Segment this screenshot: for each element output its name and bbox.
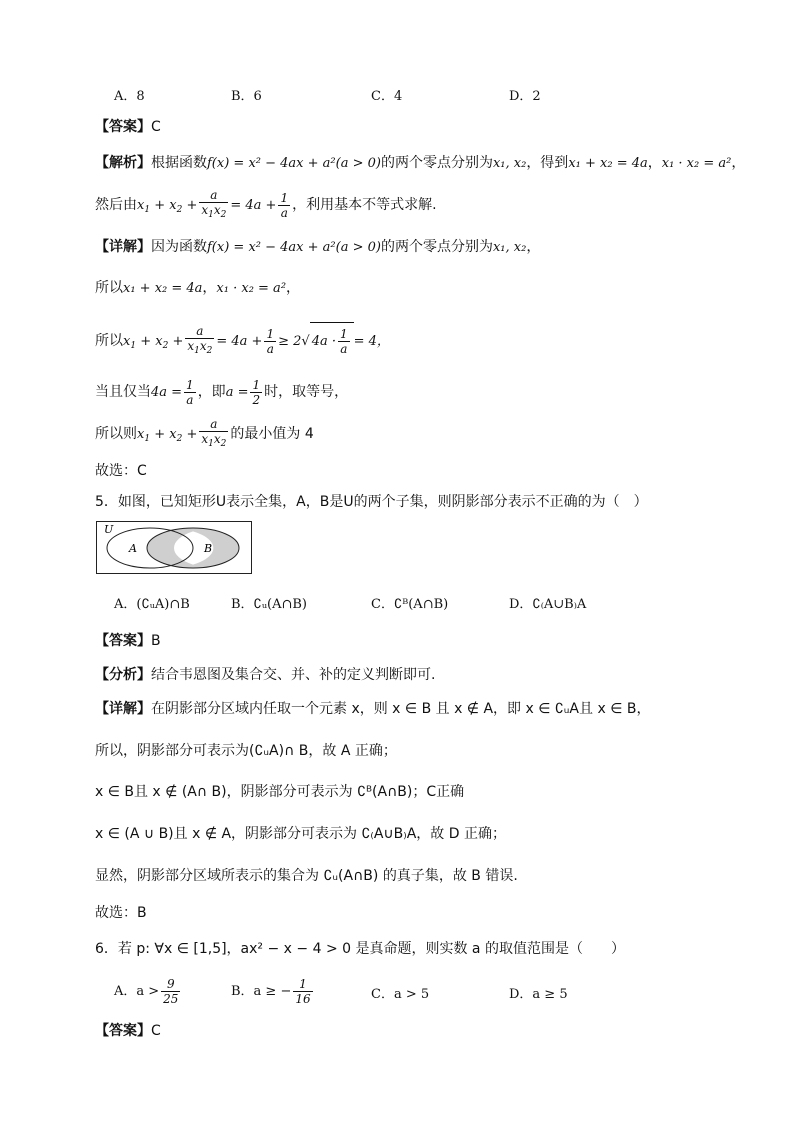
q6-option-c: C．a > 5 xyxy=(371,987,430,1002)
detail-text: ，即 xyxy=(197,384,226,400)
answer-tag: 【答案】 xyxy=(95,119,151,135)
q5-option-b: B．∁ᵤ(A∩B) xyxy=(231,597,307,612)
q6-answer xyxy=(95,1021,161,1041)
answer-tag: 【答案】 xyxy=(95,633,151,649)
roots-expr: x₁, x₂ xyxy=(492,156,527,171)
fraction: $\frac{1}{a}$ xyxy=(266,326,275,356)
detail-text: 所以 xyxy=(95,280,123,296)
q5-detail-line5: 显然，阴影部分区域所表示的集合为 ∁ᵤ(A∩B) 的真子集，故 B 错误. xyxy=(95,868,518,884)
q5-option-d: D．∁₍A∪B₎A xyxy=(509,597,587,612)
analysis-text: 然后由 xyxy=(95,197,137,213)
sum-expr: x₁ + x₂ = 4a xyxy=(568,156,648,171)
a-label: A xyxy=(129,542,137,555)
function-expr: f(x) = x² − 4ax + a²(a > 0) xyxy=(207,156,381,171)
expr: = 4a + xyxy=(230,198,277,213)
function-expr: f(x) = x² − 4ax + a²(a > 0) xyxy=(207,240,381,255)
q4-analysis-line2: 然后由$x_1 + x_2$ + $\frac{a}{x_1x_2}$ = 4a + $\frac{1}{a}$ ，利用基本不等式求解. xyxy=(95,188,437,220)
q4-detail-line2 xyxy=(95,278,300,299)
analysis-text: 结合韦恩图及集合交、并、补的定义判断即可. xyxy=(151,667,436,683)
expr: = 4a + xyxy=(216,334,263,349)
analysis-text: 根据函数 xyxy=(151,155,207,171)
q5-stem: 5．如图，已知矩形U表示全集，A，B是U的两个子集，则阴影部分表示不正确的为（ ） xyxy=(95,494,648,510)
q4-option-b: B．6 xyxy=(231,89,262,104)
detail-tag: 【详解】 xyxy=(95,701,151,717)
separator: ， xyxy=(202,280,217,296)
detail-text: 所以则 xyxy=(95,426,137,442)
detail-text: 时，取等号， xyxy=(264,384,349,400)
expr: ≥ 2 xyxy=(278,334,302,349)
q6-option-d: D．a ≥ 5 xyxy=(509,987,568,1002)
q4-option-d: D．2 xyxy=(509,89,541,104)
fraction: $\frac{a}{x_1x_2}$ xyxy=(187,324,213,356)
venn-diagram xyxy=(96,521,252,574)
answer-tag: 【答案】 xyxy=(95,1023,151,1039)
answer-value: C xyxy=(151,1023,161,1039)
q4-answer xyxy=(95,117,161,137)
q5-option-a: A．(∁ᵤA)∩B xyxy=(114,597,190,612)
q4-option-c: C．4 xyxy=(371,89,403,104)
analysis-text: ，得到 xyxy=(526,155,569,171)
q5-detail-line2: 所以，阴影部分可表示为(∁ᵤA)∩ B，故 A 正确； xyxy=(95,743,397,759)
q4-option-a: A．8 xyxy=(114,89,145,104)
analysis-tag: 【分析】 xyxy=(95,667,151,683)
q4-choose: 故选：C xyxy=(95,463,147,479)
q4-detail-line5: 所以则$x_1 + x_2$ + $\frac{a}{x_1x_2}$ 的最小值为 4 xyxy=(95,417,314,449)
q4-detail-line4: 当且仅当4a = $\frac{1}{a}$ ，即a = $\frac{1}{2}$ 时，取等号， xyxy=(95,377,349,407)
q6-option-a: A．a > $\frac{9}{25}$ xyxy=(114,977,179,1006)
b-label: B xyxy=(204,542,213,555)
answer-value: C xyxy=(151,119,161,135)
punct: ， xyxy=(286,280,301,296)
detail-tag: 【详解】 xyxy=(95,239,151,255)
fraction: $\frac{1}{a}$ xyxy=(186,377,194,407)
q5-analysis xyxy=(95,665,435,685)
punct: ， xyxy=(731,155,746,171)
sqrt: 4a · $\frac{1}{a}$ xyxy=(310,322,354,360)
q6-stem: 6．若 p: ∀x ∈ [1,5]，ax² − x − 4 > 0 是真命题，则实数 a 的取值范围是（ ） xyxy=(95,941,625,957)
detail-text: 因为函数 xyxy=(151,239,207,255)
q5-detail-line4: x ∈ (A ∪ B)且 x ∉ A，阴影部分可表示为 ∁₍A∪B₎A，故 D 正确； xyxy=(95,826,506,842)
q6-option-b: B．a ≥ − $\frac{1}{16}$ xyxy=(231,977,311,1006)
analysis-text: 的两个零点分别为 xyxy=(380,155,493,171)
q4-detail-line1 xyxy=(95,237,540,258)
expr: = 4， xyxy=(353,334,390,349)
detail-text: 当且仅当 xyxy=(95,384,151,400)
q5-detail-line3: x ∈ B且 x ∉ (A∩ B)，阴影部分可表示为 ∁ᴮ(A∩B)；C正确 xyxy=(95,784,465,800)
q5-option-c: C．∁ᴮ(A∩B) xyxy=(371,597,449,612)
fraction: $\frac{a}{x_1x_2}$ xyxy=(201,188,227,220)
q5-detail-line1 xyxy=(95,699,650,719)
q4-analysis-line1 xyxy=(95,153,745,174)
sum-expr: x₁ + x₂ = 4a xyxy=(123,281,203,296)
detail-text: 的最小值为 4 xyxy=(230,426,314,442)
analysis-text: ，利用基本不等式求解. xyxy=(292,197,437,213)
detail-text: 的两个零点分别为 xyxy=(380,239,493,255)
q5-answer xyxy=(95,631,161,651)
fraction: $\frac{1}{2}$ xyxy=(252,377,261,407)
u-label: U xyxy=(104,523,114,536)
product-expr: x₁ · x₂ = a² xyxy=(661,156,732,171)
answer-value: B xyxy=(151,633,161,649)
detail-text: 在阴影部分区域内任取一个元素 x，则 x ∈ B 且 x ∉ A，即 x ∈ ∁ᵤA且 x ∈ B， xyxy=(151,701,651,717)
q4-detail-line3: 所以$x_1 + x_2$ + $\frac{a}{x_1x_2}$ = 4a + $\frac{1}{a}$ ≥ 2√ 4a · $\frac{1}{a}$ = 4， xyxy=(95,322,390,364)
fraction: $\frac{a}{x_1x_2}$ xyxy=(201,417,227,449)
fraction: $\frac{1}{a}$ xyxy=(280,190,289,220)
q5-choose: 故选：B xyxy=(95,905,147,921)
product-expr: x₁ · x₂ = a² xyxy=(216,281,287,296)
roots-expr: x₁, x₂ xyxy=(492,240,527,255)
punct: ， xyxy=(526,239,541,255)
analysis-tag: 【解析】 xyxy=(95,155,151,171)
detail-text: 所以 xyxy=(95,333,123,349)
separator: ， xyxy=(647,155,662,171)
